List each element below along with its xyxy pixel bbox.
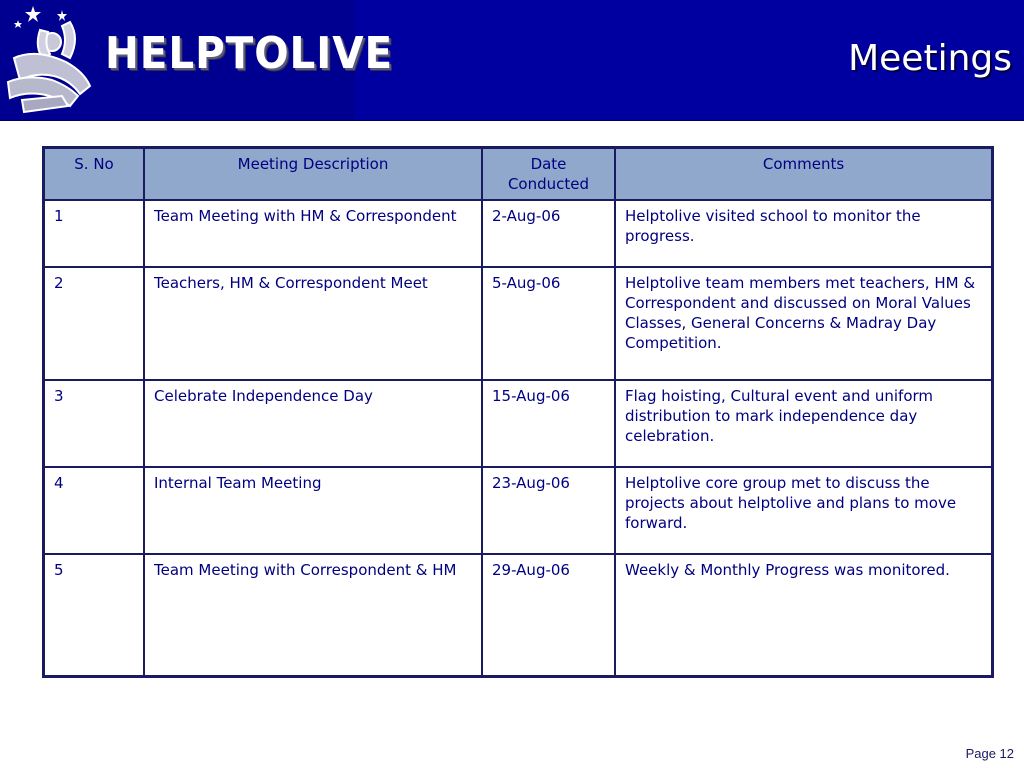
cell-sno: 1	[44, 200, 145, 267]
column-header-comments: Comments	[615, 148, 993, 201]
cell-date: 23-Aug-06	[482, 467, 615, 554]
logo-text: HELPTOLIVE	[105, 28, 394, 79]
cell-comments: Helptolive team members met teachers, HM & Correspondent and discussed on Moral Values Classes, General Concerns & Madray Day Competition.	[615, 267, 993, 380]
cell-sno: 4	[44, 467, 145, 554]
table-row	[44, 200, 993, 267]
column-header-date: Date Conducted	[482, 148, 615, 201]
table-row	[44, 267, 993, 380]
page-title: Meetings	[848, 38, 1012, 79]
cell-comments: Helptolive visited school to monitor the progress.	[615, 200, 993, 267]
cell-date: 15-Aug-06	[482, 380, 615, 467]
column-header-sno: S. No	[44, 148, 145, 201]
cell-date: 5-Aug-06	[482, 267, 615, 380]
logo	[0, 0, 394, 120]
cell-sno: 3	[44, 380, 145, 467]
cell-description: Teachers, HM & Correspondent Meet	[144, 267, 482, 380]
cell-comments: Helptolive core group met to discuss the projects about helptolive and plans to move forward.	[615, 467, 993, 554]
cell-description: Team Meeting with HM & Correspondent	[144, 200, 482, 267]
header-banner	[0, 0, 1024, 121]
cell-comments: Weekly & Monthly Progress was monitored.	[615, 554, 993, 676]
cell-description: Celebrate Independence Day	[144, 380, 482, 467]
column-header-description: Meeting Description	[144, 148, 482, 201]
cell-description: Team Meeting with Correspondent & HM	[144, 554, 482, 676]
cell-date: 29-Aug-06	[482, 554, 615, 676]
page-number: Page 12	[965, 746, 1014, 761]
helping-hands-logo-icon	[0, 0, 110, 120]
cell-comments: Flag hoisting, Cultural event and uniform distribution to mark independence day celebration.	[615, 380, 993, 467]
meetings-table	[42, 146, 994, 678]
cell-date: 2-Aug-06	[482, 200, 615, 267]
table-row	[44, 380, 993, 467]
cell-sno: 5	[44, 554, 145, 676]
table-header-row	[44, 148, 993, 201]
cell-sno: 2	[44, 267, 145, 380]
table-row	[44, 467, 993, 554]
cell-description: Internal Team Meeting	[144, 467, 482, 554]
table-row	[44, 554, 993, 676]
